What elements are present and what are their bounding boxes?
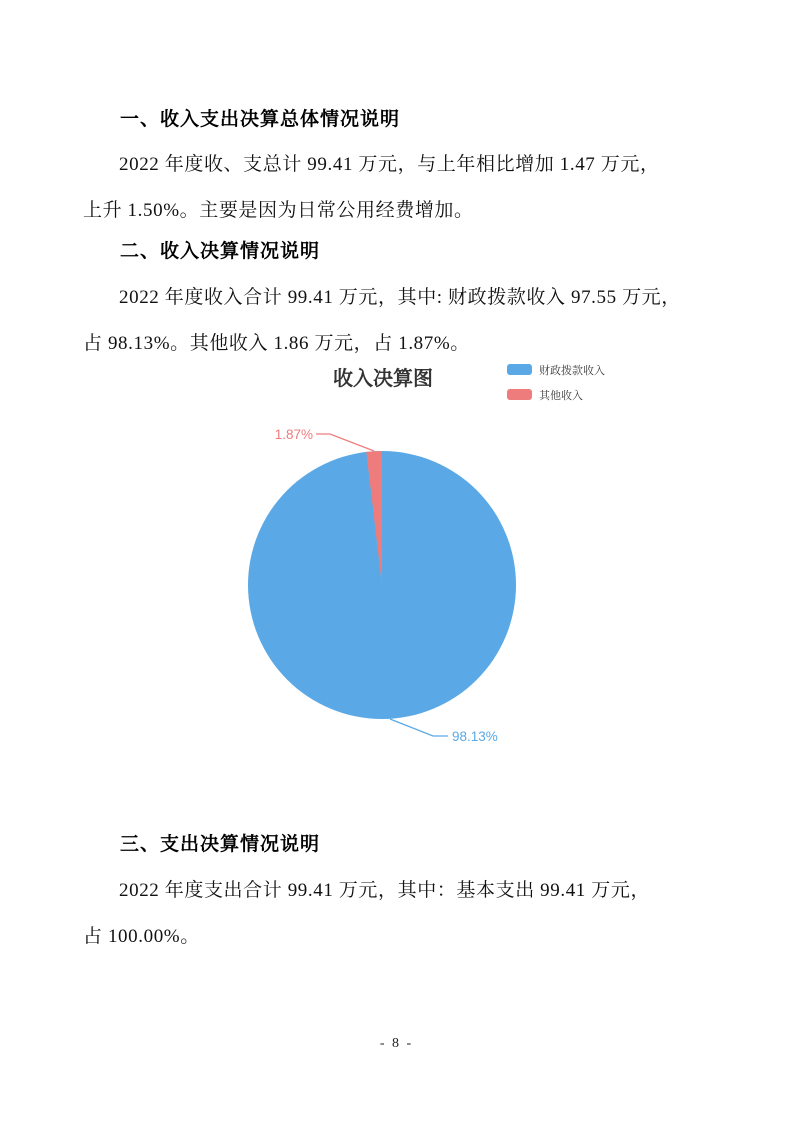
- legend-row-fiscal: [507, 362, 605, 377]
- pie-leader-line-other: [316, 434, 374, 451]
- section-2-heading: 二、收入决算情况说明: [120, 241, 321, 262]
- pie-leader-line-main: [390, 719, 448, 736]
- legend-swatch-fiscal-icon: [507, 364, 532, 375]
- section-3-line-2: 占 100.00%。: [83, 926, 200, 947]
- legend-label-other: 其他收入: [539, 389, 583, 402]
- section-3-heading: 三、支出决算情况说明: [120, 834, 321, 855]
- pie-label-other: 1.87%: [274, 427, 313, 442]
- legend-swatch-other-icon: [507, 389, 532, 400]
- pie-label-main: 98.13%: [452, 729, 498, 744]
- chart-legend: [507, 362, 605, 412]
- legend-label-fiscal: 财政拨款收入: [539, 364, 605, 377]
- section-1-line-2: 上升 1.50%。主要是因为日常公用经费增加。: [83, 200, 474, 221]
- chart-title: 收入决算图: [333, 368, 433, 390]
- section-1-line-1: 2022 年度收、支总计 99.41 万元，与上年相比增加 1.47 万元，: [119, 154, 660, 175]
- section-3-line-1: 2022 年度支出合计 99.41 万元，其中：基本支出 99.41 万元，: [119, 880, 651, 901]
- section-2-line-2: 占 98.13%。其他收入 1.86 万元，占 1.87%。: [83, 333, 470, 354]
- income-pie-svg: [230, 422, 530, 752]
- section-2-line-1: 2022 年度收入合计 99.41 万元，其中: 财政拨款收入 97.55 万元，: [119, 287, 681, 308]
- legend-row-other: [507, 387, 605, 402]
- section-1-heading: 一、收入支出决算总体情况说明: [120, 109, 401, 130]
- page-number: - 8 -: [379, 1036, 414, 1051]
